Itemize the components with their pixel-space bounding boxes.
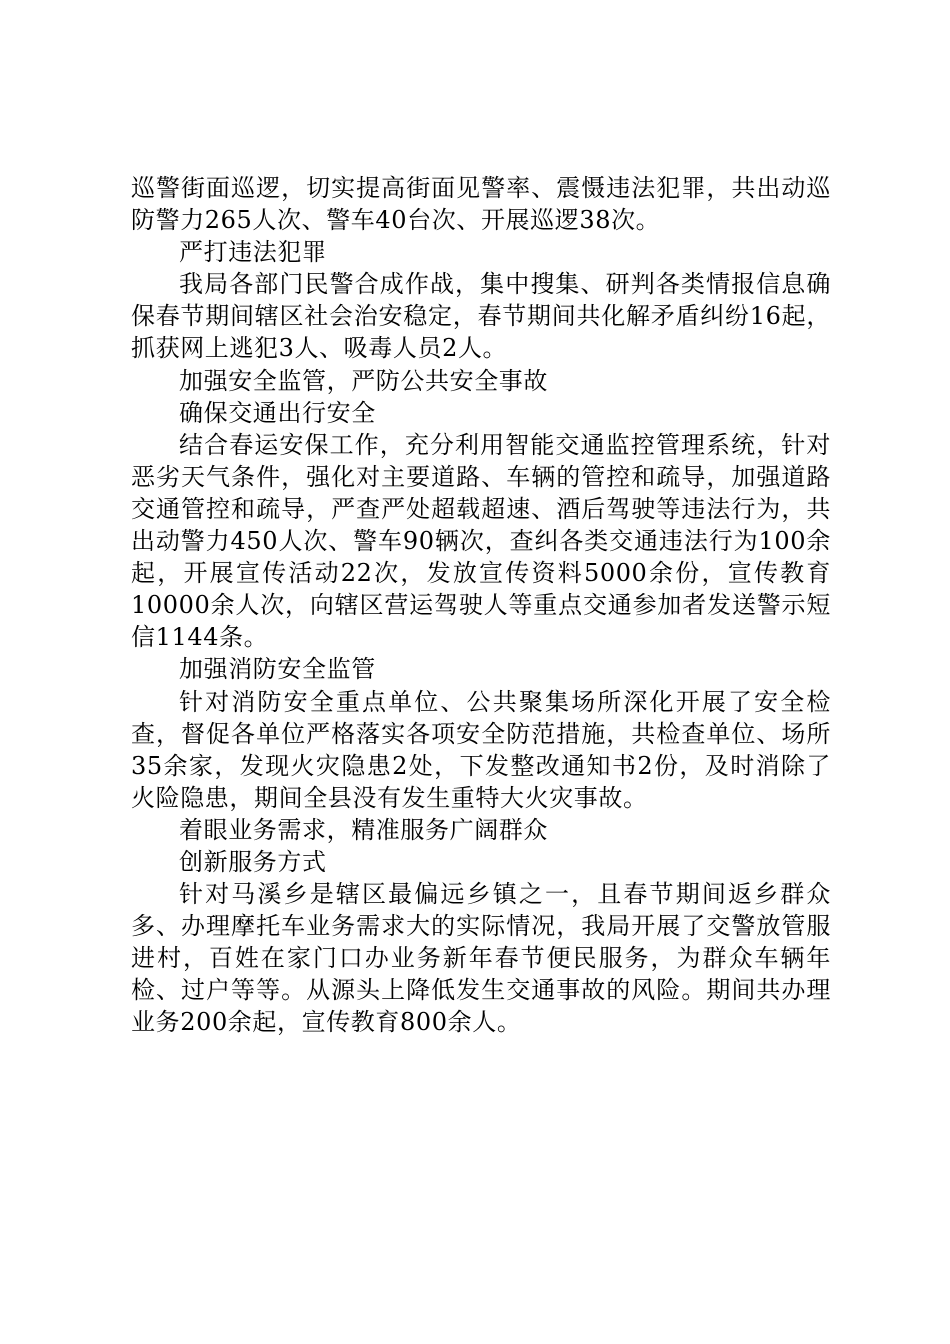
paragraph-crime-stats: 我局各部门民警合成作战，集中搜集、研判各类情报信息确保春节期间辖区社会治安稳定，春节期间共化解矛盾纠纷16起，抓获网上逃犯3人、吸毒人员2人。 <box>131 270 831 363</box>
document-body <box>131 172 831 1039</box>
paragraph-patrol-stats: 巡警街面巡逻，切实提高街面见警率、震慑违法犯罪，共出动巡防警力265人次、警车40台次、开展巡逻38次。 <box>131 174 831 235</box>
paragraph-fire-stats: 针对消防安全重点单位、公共聚集场所深化开展了安全检查，督促各单位严格落实各项安全防范措施，共检查单位、场所35余家，发现火灾隐患2处，下发整改通知书2份，及时消除了火险隐患，期间全县没有发生重特大火灾事故。 <box>131 687 831 812</box>
heading-fire-safety: 加强消防安全监管 <box>179 655 376 684</box>
heading-innovate-service: 创新服务方式 <box>179 847 327 876</box>
heading-crackdown-crime: 严打违法犯罪 <box>179 238 327 267</box>
heading-service-needs: 着眼业务需求，精准服务广阔群众 <box>179 815 548 844</box>
heading-traffic-safety: 确保交通出行安全 <box>179 398 376 427</box>
heading-safety-supervision: 加强安全监管，严防公共安全事故 <box>179 366 548 395</box>
paragraph-traffic-stats: 结合春运安保工作，充分利用智能交通监控管理系统，针对恶劣天气条件，强化对主要道路、车辆的管控和疏导，加强道路交通管控和疏导，严查严处超载超速、酒后驾驶等违法行为，共出动警力450人次、警车90辆次，查纠各类交通违法行为100余起，开展宣传活动22次，发放宣传资料5000余份，宣传教育10000余人次，向辖区营运驾驶人等重点交通参加者发送警示短信1144条。 <box>131 430 831 652</box>
paragraph-service-stats: 针对马溪乡是辖区最偏远乡镇之一，且春节期间返乡群众多、办理摩托车业务需求大的实际情况，我局开展了交警放管服进村，百姓在家门口办业务新年春节便民服务，为群众车辆年检、过户等等。从源头上降低发生交通事故的风险。期间共办理业务200余起，宣传教育800余人。 <box>131 880 831 1037</box>
